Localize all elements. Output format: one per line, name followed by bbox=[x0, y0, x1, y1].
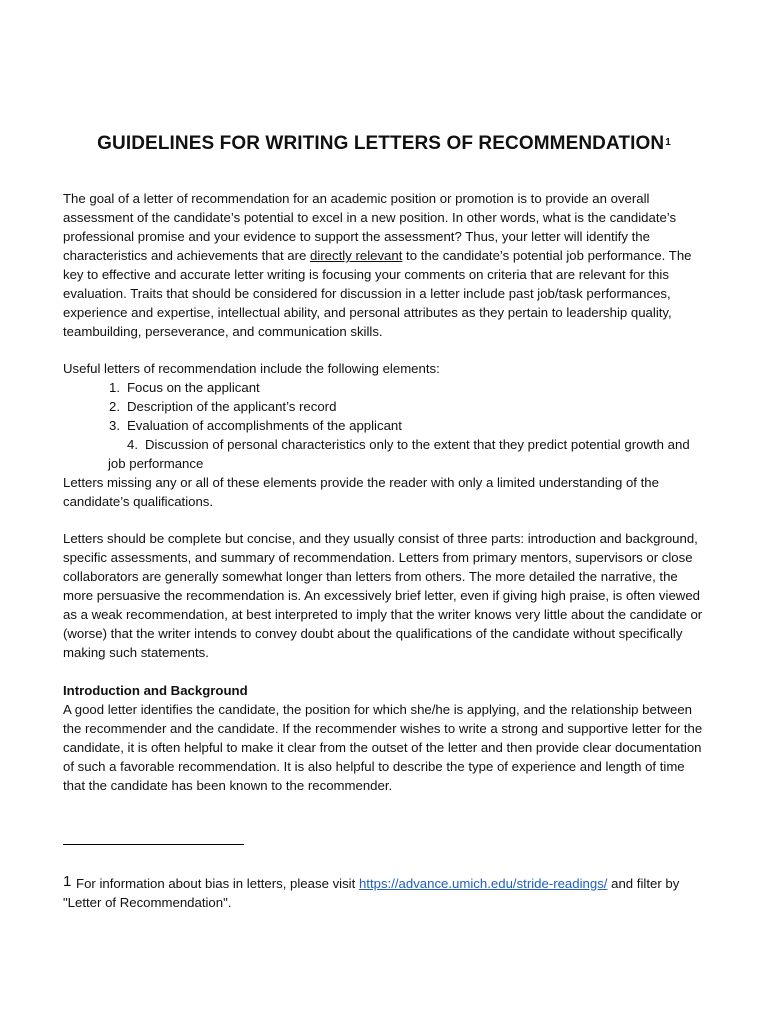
intro-paragraph bbox=[63, 189, 708, 341]
list-item bbox=[63, 435, 708, 473]
footnote-divider bbox=[63, 844, 244, 845]
footnote-text-before: For information about bias in letters, please visit bbox=[72, 876, 359, 891]
missing-elements-paragraph: Letters missing any or all of these elements provide the reader with only a limited understanding of the candidate’s qualifications. bbox=[63, 475, 659, 509]
intro-text-part-1: The goal of a letter of recommendation for an academic position or promotion is to provide an overall assessment of the candidate’s potential to excel in a new position. In other words, what is the candidate’s professional promise and your evidence to support the assessment? Thus, your letter will identify the characteristics and achievements that are bbox=[63, 191, 677, 263]
footnote-text-after: and filter by "Letter of Recommendation". bbox=[63, 876, 680, 910]
footnote bbox=[63, 872, 708, 912]
underlined-phrase: directly relevant bbox=[310, 248, 403, 263]
list-item bbox=[63, 378, 708, 397]
intro-text-part-2: to the candidate’s potential job performance. The key to effective and accurate letter writing is focusing your comments on criteria that are relevant for this evaluation. Traits that should be considered for discussion in a letter include past job/task performances, experience and expertise, intellectual ability, and personal attributes as they pertain to leadership quality, teambuilding, perseverance, and communication skills. bbox=[63, 248, 692, 339]
list-item bbox=[63, 397, 708, 416]
footnote-link[interactable]: https://advance.umich.edu/stride-readings/ bbox=[358, 876, 608, 891]
page-title bbox=[0, 133, 768, 155]
list-item-number: 4. bbox=[127, 437, 138, 452]
section-heading: Introduction and Background bbox=[63, 683, 248, 698]
list-item-number: 3. bbox=[109, 418, 120, 433]
list-item-text: Focus on the applicant bbox=[127, 380, 260, 395]
introduction-paragraph: A good letter identifies the candidate, the position for which she/he is applying, and the relationship between the recommender and the candidate. If the recommender wishes to write a strong and supportive letter for the candidate, it is often helpful to make it clear from the outset of the letter and then provide clear documentation of such a favorable recommendation. It is also helpful to describe the type of experience and length of time that the candidate has been known to the recommender. bbox=[63, 702, 703, 793]
list-item-number: 1. bbox=[109, 380, 120, 395]
list-item-text: Description of the applicant’s record bbox=[127, 399, 337, 414]
list-item bbox=[63, 416, 708, 435]
list-intro: Useful letters of recommendation include the following elements: bbox=[63, 361, 440, 376]
list-item-number: 2. bbox=[109, 399, 120, 414]
list-item-text: Discussion of personal characteristics only to the extent that they predict potential growth and job performance bbox=[108, 437, 690, 471]
title-text: GUIDELINES FOR WRITING LETTERS OF RECOMMENDATION bbox=[97, 133, 665, 154]
list-item-text: Evaluation of accomplishments of the applicant bbox=[127, 418, 402, 433]
footnote-mark: 1 bbox=[63, 873, 72, 890]
elements-list bbox=[63, 378, 708, 473]
structure-paragraph: Letters should be complete but concise, and they usually consist of three parts: introduction and background, specific assessments, and summary of recommendation. Letters from primary mentors, supervisors or close collaborators are generally somewhat longer than letters from others. The more detailed the narrative, the more persuasive the recommendation is. An excessively brief letter, even if giving high praise, is often viewed as a weak recommendation, at best interpreted to imply that the writer knows very little about the candidate or (worse) that the writer intends to convey doubt about the qualifications of the candidate without specifically making such statements. bbox=[63, 531, 703, 660]
title-footnote-mark: 1 bbox=[665, 137, 671, 148]
